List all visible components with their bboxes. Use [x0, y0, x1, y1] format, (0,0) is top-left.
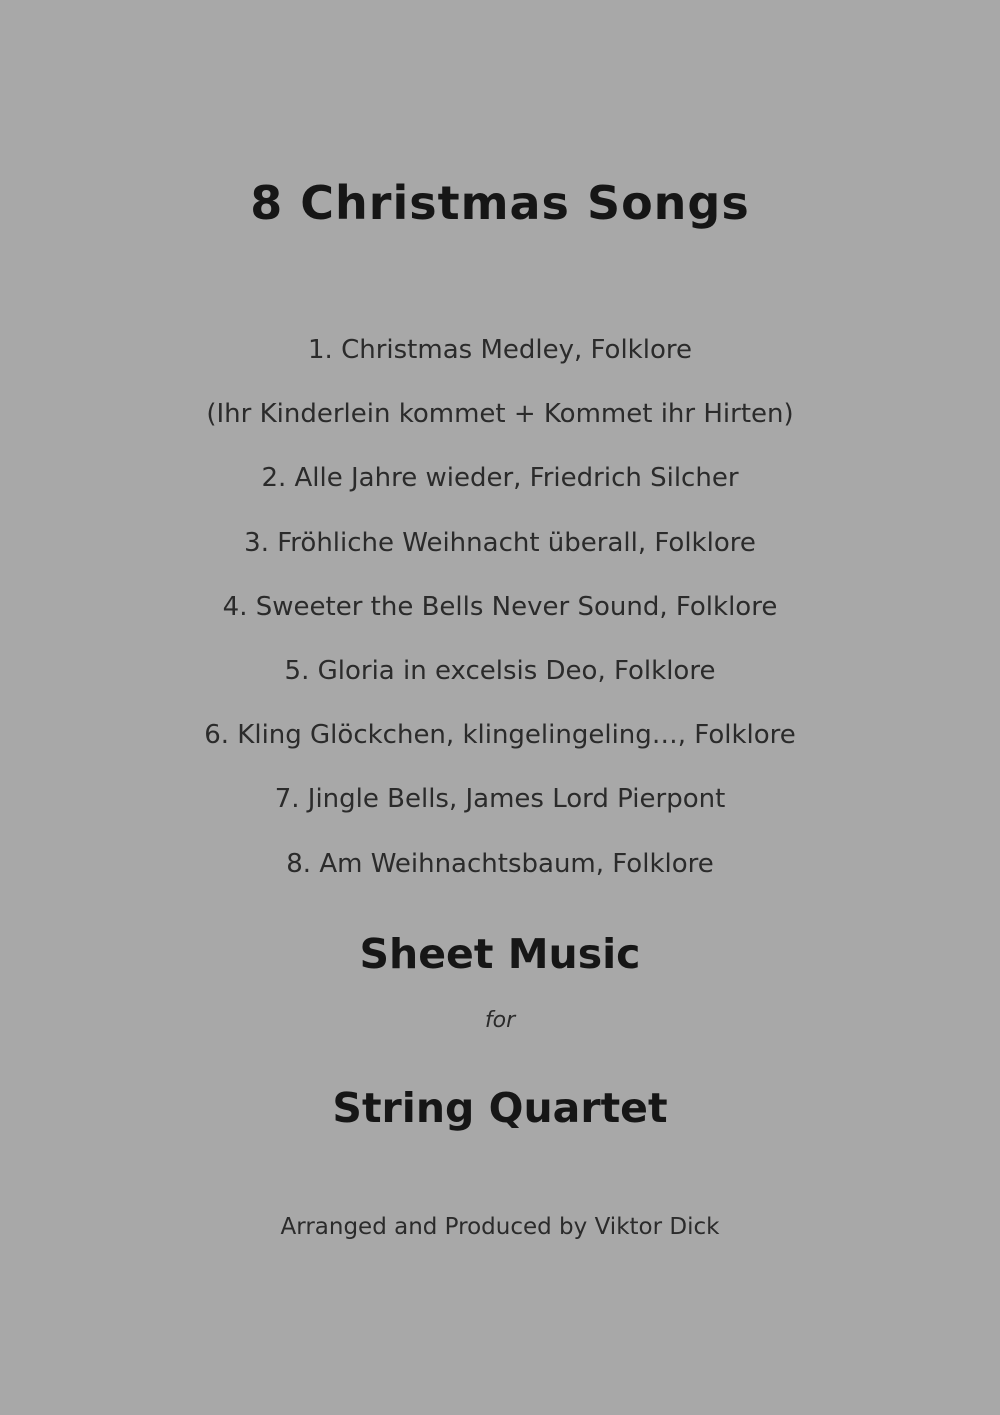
subtitle-sheet-music: Sheet Music [359, 930, 641, 978]
song-list-item: 3. Fröhliche Weihnacht überall, Folklore [244, 527, 756, 558]
song-list-item: 8. Am Weihnachtsbaum, Folklore [286, 848, 714, 879]
song-list-item: 4. Sweeter the Bells Never Sound, Folklore [222, 591, 778, 622]
ensemble-title: String Quartet [332, 1084, 668, 1132]
song-list-item: 5. Gloria in excelsis Deo, Folklore [284, 655, 716, 686]
credit-line: Arranged and Produced by Viktor Dick [280, 1214, 720, 1240]
song-list [0, 318, 1000, 896]
song-list-item: 2. Alle Jahre wieder, Friedrich Silcher [261, 463, 739, 494]
song-list-item: 6. Kling Glöckchen, klingelingeling…, Folklore [204, 720, 796, 751]
song-list-item: 7. Jingle Bells, James Lord Pierpont [274, 784, 726, 815]
for-label: for [484, 1008, 516, 1033]
song-list-item: 1. Christmas Medley, Folklore [308, 335, 692, 365]
song-list-item-subtitle: (Ihr Kinderlein kommet + Kommet ihr Hirten) [206, 399, 794, 430]
page-title: 8 Christmas Songs [250, 176, 750, 230]
